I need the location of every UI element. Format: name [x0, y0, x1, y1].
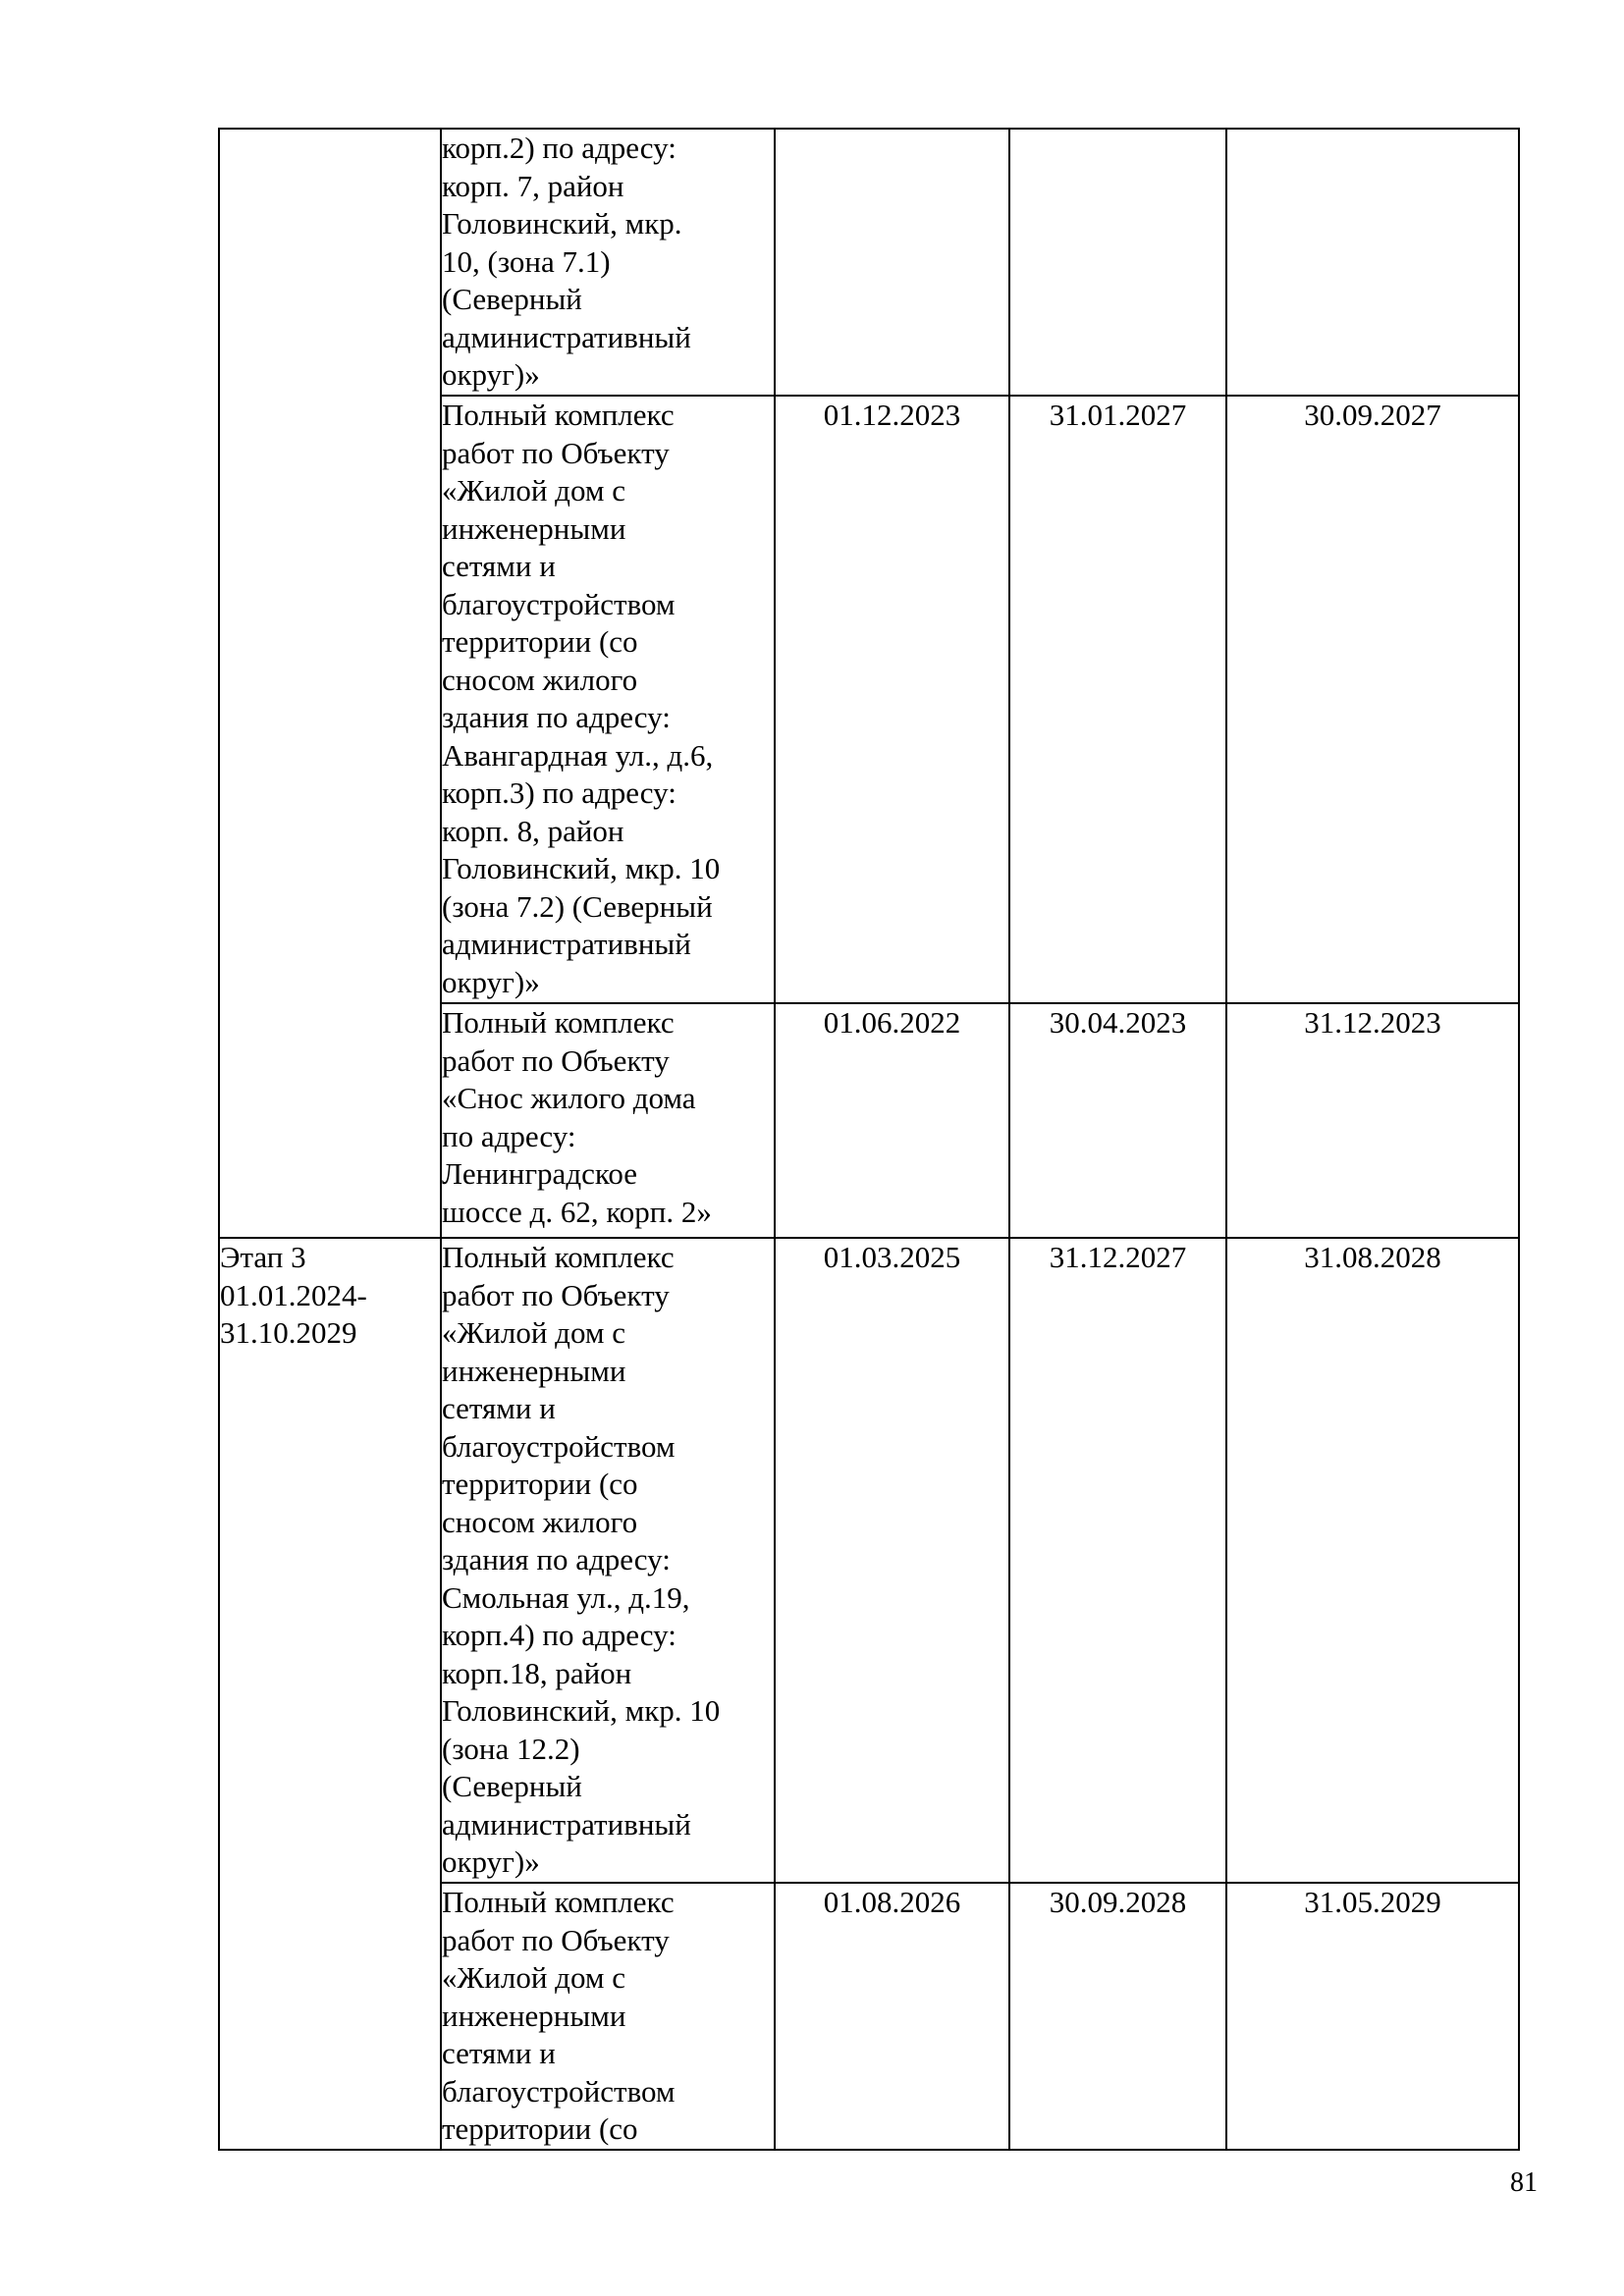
description-line: 10, (зона 7.1)	[442, 243, 611, 279]
description-line: Головинский, мкр. 10	[442, 851, 721, 885]
final-date: 31.08.2028	[1226, 1238, 1519, 1883]
description-line: (Северный	[442, 1769, 582, 1803]
description-line: Головинский, мкр. 10	[442, 1693, 721, 1728]
description-line: Авангардная ул., д.6,	[442, 737, 714, 773]
description-line: инженерными	[442, 1998, 626, 2033]
description-line: «Жилой дом с	[442, 473, 625, 507]
description-line: благоустройством	[442, 586, 676, 621]
description-line: Смольная ул., д.19,	[442, 1579, 690, 1615]
description-line: корп. 8, район	[442, 813, 624, 848]
description-line: по адресу:	[442, 1118, 576, 1153]
description-line: корп. 7, район	[442, 168, 624, 203]
stage-3-cell	[219, 1238, 441, 2150]
description-line: округ)»	[442, 1844, 540, 1879]
description-line: работ по Объекту	[442, 435, 670, 470]
end-date: 30.04.2023	[1009, 1003, 1226, 1238]
description-line: округ)»	[442, 964, 540, 999]
end-date	[1009, 129, 1226, 396]
description-line: территории (со	[442, 1467, 638, 1501]
description-line: округ)»	[442, 357, 540, 392]
description-line: благоустройством	[442, 1428, 676, 1464]
description-line: корп.2) по адресу:	[442, 131, 677, 165]
description-line: Полный комплекс	[442, 1885, 675, 1919]
description-line: сетями и	[442, 549, 556, 583]
object-description	[441, 1238, 775, 1883]
description-line: (Северный	[442, 282, 582, 316]
object-description	[441, 1883, 775, 2150]
stage-cell-empty	[219, 129, 441, 1238]
description-line: Ленинградское	[442, 1156, 637, 1191]
description-line: работ по Объекту	[442, 1042, 670, 1078]
description-line: сносом жилого	[442, 1504, 638, 1539]
description-line: шоссе д. 62, корп. 2»	[442, 1194, 712, 1229]
description-line: Полный комплекс	[442, 1005, 675, 1040]
start-date: 01.06.2022	[775, 1003, 1009, 1238]
end-date: 30.09.2028	[1009, 1883, 1226, 2150]
description-line: (зона 12.2)	[442, 1731, 580, 1766]
start-date: 01.08.2026	[775, 1883, 1009, 2150]
description-line: благоустройством	[442, 2073, 676, 2109]
description-line: инженерными	[442, 510, 626, 546]
description-line: «Жилой дом с	[442, 1960, 625, 1995]
description-line: здания по адресу:	[442, 700, 671, 734]
description-line: инженерными	[442, 1353, 626, 1388]
final-date: 31.12.2023	[1226, 1003, 1519, 1238]
description-line: корп.4) по адресу:	[442, 1618, 677, 1652]
description-line: территории (со	[442, 624, 638, 659]
description-line: административный	[442, 319, 691, 354]
description-line: сносом жилого	[442, 662, 638, 697]
start-date	[775, 129, 1009, 396]
stage-date-to: 31.10.2029	[220, 1315, 357, 1350]
start-date: 01.03.2025	[775, 1238, 1009, 1883]
description-line: Головинский, мкр.	[442, 206, 682, 240]
final-date: 30.09.2027	[1226, 396, 1519, 1003]
description-line: сетями и	[442, 1391, 556, 1425]
page-number: 81	[1510, 2167, 1538, 2198]
description-line: Полный комплекс	[442, 398, 675, 432]
description-line: работ по Объекту	[442, 1922, 670, 1957]
table-row	[219, 129, 1519, 396]
table-row	[219, 1238, 1519, 1883]
stage-title: Этап 3	[220, 1240, 306, 1274]
object-description	[441, 396, 775, 1003]
description-line: сетями и	[442, 2036, 556, 2070]
start-date: 01.12.2023	[775, 396, 1009, 1003]
object-description	[441, 1003, 775, 1238]
description-line: здания по адресу:	[442, 1542, 671, 1576]
end-date: 31.12.2027	[1009, 1238, 1226, 1883]
description-line: территории (со	[442, 2111, 638, 2146]
final-date: 31.05.2029	[1226, 1883, 1519, 2150]
object-description	[441, 129, 775, 396]
end-date: 31.01.2027	[1009, 396, 1226, 1003]
description-line: корп.18, район	[442, 1655, 632, 1690]
final-date	[1226, 129, 1519, 396]
description-line: работ по Объекту	[442, 1277, 670, 1312]
description-line: административный	[442, 927, 691, 961]
stage-date-from: 01.01.2024-	[220, 1277, 367, 1312]
schedule-table	[218, 128, 1520, 2151]
description-line: «Жилой дом с	[442, 1315, 625, 1350]
description-line: (зона 7.2) (Северный	[442, 888, 713, 924]
description-line: «Снос жилого дома	[442, 1081, 696, 1115]
description-line: административный	[442, 1806, 691, 1842]
description-line: корп.3) по адресу:	[442, 775, 677, 810]
description-line: Полный комплекс	[442, 1240, 675, 1274]
